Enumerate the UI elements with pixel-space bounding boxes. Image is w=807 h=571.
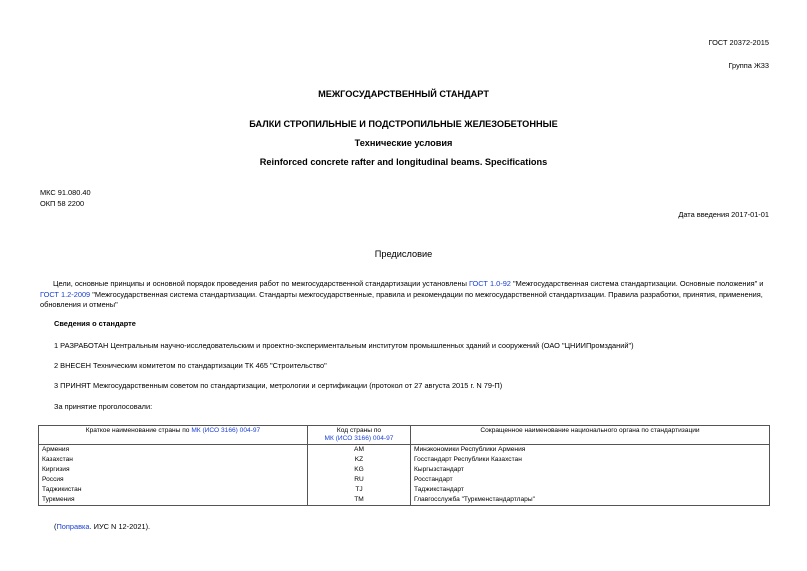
country-cell: Киргизия bbox=[39, 465, 308, 475]
standards-body-cell: Главгосслужба "Туркменстандартлары" bbox=[411, 495, 770, 506]
country-code-cell: KG bbox=[308, 465, 411, 475]
mk-iso-3166-link[interactable]: МК (ИСО 3166) 004-97 bbox=[324, 435, 394, 442]
country-cell: Армения bbox=[39, 445, 308, 456]
english-title: Reinforced concrete rafter and longitudinal beams. Specifications bbox=[259, 157, 548, 167]
standards-body-cell: Росстандарт bbox=[411, 475, 770, 485]
standards-body-cell: Кыргызстандарт bbox=[411, 465, 770, 475]
amendment-note bbox=[54, 522, 150, 531]
voted-for-label: За принятие проголосовали: bbox=[54, 402, 153, 411]
foreword-paragraph bbox=[40, 279, 768, 311]
foreword-heading: Предисловие bbox=[374, 249, 433, 259]
table-row bbox=[39, 445, 770, 456]
item-adopted: 3 ПРИНЯТ Межгосударственным советом по стандартизации, метрологии и сертификации (протокол от 27 августа 2015 г. N 79-П) bbox=[54, 381, 503, 390]
table-row bbox=[39, 475, 770, 485]
table-header-row bbox=[39, 426, 770, 445]
country-cell: Туркмения bbox=[39, 495, 308, 506]
item-introduced: 2 ВНЕСЕН Техническим комитетом по стандартизации ТК 465 "Строительство" bbox=[54, 361, 327, 370]
document-title: БАЛКИ СТРОПИЛЬНЫЕ И ПОДСТРОПИЛЬНЫЕ ЖЕЛЕЗОБЕТОННЫЕ bbox=[249, 119, 558, 129]
country-cell: Россия bbox=[39, 475, 308, 485]
table-row bbox=[39, 465, 770, 475]
okp-code: ОКП 58 2200 bbox=[40, 199, 85, 208]
standard-type-title: МЕЖГОСУДАРСТВЕННЫЙ СТАНДАРТ bbox=[318, 89, 489, 99]
standard-info-heading: Сведения о стандарте bbox=[54, 319, 136, 328]
column-header-text: Краткое наименование страны по bbox=[85, 427, 192, 434]
table-row bbox=[39, 485, 770, 495]
document-subtitle: Технические условия bbox=[354, 138, 453, 148]
gost-1-2-2009-link[interactable]: ГОСТ 1.2-2009 bbox=[40, 289, 91, 299]
standards-body-cell: Таджикстандарт bbox=[411, 485, 770, 495]
country-code-cell: KZ bbox=[308, 455, 411, 465]
document-number: ГОСТ 20372-2015 bbox=[708, 38, 769, 47]
country-code-cell: TJ bbox=[308, 485, 411, 495]
table-row bbox=[39, 495, 770, 506]
mks-code: МКС 91.080.40 bbox=[40, 188, 91, 197]
country-code-cell: AM bbox=[308, 445, 411, 456]
voting-countries-table bbox=[38, 425, 770, 506]
column-header-country bbox=[39, 426, 308, 445]
column-header-code bbox=[308, 426, 411, 445]
foreword-text: "Межгосударственная система стандартизации. Стандарты межгосударственные, правила и рекомендации по межгосударственной стандартизации. Правила разработки, принятия, применения, обновления и отмены" bbox=[40, 289, 763, 309]
amendment-text: . ИУС N 12-2021). bbox=[89, 522, 151, 531]
document-group: Группа Ж33 bbox=[728, 61, 769, 70]
standards-body-cell: Госстандарт Республики Казахстан bbox=[411, 455, 770, 465]
standards-body-cell: Минэкономики Республики Армения bbox=[411, 445, 770, 456]
country-cell: Казахстан bbox=[39, 455, 308, 465]
amendment-link[interactable]: Поправка bbox=[56, 522, 90, 531]
gost-1-0-92-link[interactable]: ГОСТ 1.0-92 bbox=[468, 279, 511, 288]
table-row bbox=[39, 455, 770, 465]
introduction-date: Дата введения 2017-01-01 bbox=[678, 210, 769, 219]
column-header-text: Код страны по bbox=[336, 427, 382, 434]
foreword-text: Цели, основные принципы и основной порядок проведения работ по межгосударственной стандартизации установлены bbox=[53, 279, 469, 288]
column-header-body: Сокращенное наименование национального органа по стандартизации bbox=[411, 426, 770, 445]
item-developed: 1 РАЗРАБОТАН Центральным научно-исследовательским и проектно-экспериментальным институтом промышленных зданий и сооружений (ОАО "ЦНИИПромзданий") bbox=[54, 341, 634, 350]
mk-iso-3166-link[interactable]: МК (ИСО 3166) 004-97 bbox=[191, 427, 261, 434]
amendment-paren: ( bbox=[54, 522, 57, 531]
country-code-cell: TM bbox=[308, 495, 411, 506]
foreword-text: "Межгосударственная система стандартизации. Основные положения" и bbox=[510, 279, 764, 288]
country-code-cell: RU bbox=[308, 475, 411, 485]
country-cell: Таджикистан bbox=[39, 485, 308, 495]
